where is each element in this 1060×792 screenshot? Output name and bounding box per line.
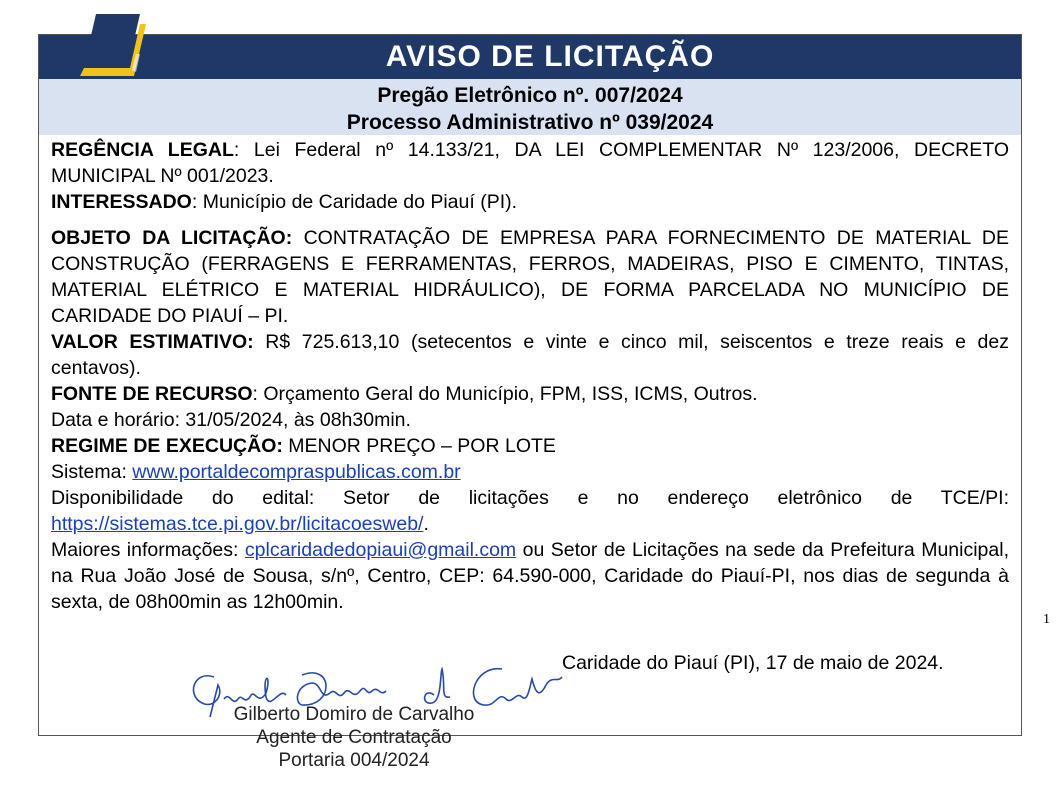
notice-title: AVISO DE LICITAÇÃO [385, 40, 715, 73]
sistema-paragraph [51, 459, 1009, 485]
page-number: 1 [1043, 612, 1050, 627]
info-paragraph [51, 537, 1009, 615]
edital-paragraph [51, 485, 1009, 537]
info-text: ou Setor de Licitações na sede da Prefeitura Municipal, na Rua João José de Sousa, s/nº, Centro, CEP: 64.590-000, Caridade do Piauí-PI, nos dias de segunda à sexta, de 08h00min as 12h00min. [51, 539, 1009, 613]
interessado-paragraph [51, 189, 1009, 215]
valor-text: R$ 725.613,10 (setecentos e vinte e cinco mil, seiscentos e treze reais e dez centavos). [51, 331, 1009, 379]
interessado-label: INTERESSADO [51, 191, 192, 213]
notice-content [51, 137, 1009, 615]
processo-number: Processo Administrativo nº 039/2024 [346, 111, 714, 134]
dateline: Caridade do Piauí (PI), 17 de maio de 2024. [562, 652, 944, 674]
title-bar [39, 35, 1021, 79]
regime-paragraph [51, 433, 1009, 459]
pregao-number: Pregão Eletrônico nº. 007/2024 [377, 84, 683, 107]
regime-text: MENOR PREÇO – POR LOTE [282, 435, 556, 457]
data-paragraph: Data e horário: 31/05/2024, às 08h30min. [51, 409, 411, 431]
signer-role: Agente de Contratação [256, 727, 452, 748]
edital-suffix: . [423, 513, 429, 535]
valor-paragraph [51, 329, 1009, 381]
signer-name: Gilberto Domiro de Carvalho [233, 704, 475, 725]
regencia-label: REGÊNCIA LEGAL [51, 139, 234, 161]
edital-link[interactable]: https://sistemas.tce.pi.gov.br/licitacoesweb/ [51, 513, 424, 535]
info-email-link[interactable]: cplcaridadedopiaui@gmail.com [244, 539, 517, 561]
fonte-label: FONTE DE RECURSO [51, 383, 253, 405]
municipal-logo-icon [74, 10, 154, 80]
sistema-link[interactable]: www.portaldecompraspublicas.com.br [132, 461, 461, 483]
fonte-paragraph [51, 381, 1009, 407]
interessado-text: : Município de Caridade do Piauí (PI). [191, 191, 518, 213]
subtitle-bar [39, 79, 1021, 135]
signer-portaria: Portaria 004/2024 [278, 750, 430, 771]
fonte-text: : Orçamento Geral do Município, FPM, ISS, ICMS, Outros. [252, 383, 758, 405]
valor-label: VALOR ESTIMATIVO: [51, 331, 254, 353]
signer-block [189, 703, 519, 772]
objeto-label: OBJETO DA LICITAÇÃO: [51, 227, 293, 249]
notice-box [38, 34, 1022, 771]
objeto-paragraph [51, 225, 1009, 329]
sistema-prefix: Sistema: [51, 461, 133, 483]
edital-text: Disponibilidade do edital: Setor de licitações e no endereço eletrônico de TCE/PI: [51, 487, 1009, 509]
regencia-paragraph [51, 137, 1009, 189]
objeto-text: CONTRATAÇÃO DE EMPRESA PARA FORNECIMENTO DE MATERIAL DE CONSTRUÇÃO (FERRAGENS E FERRAMENTAS, FERROS, MADEIRAS, PISO E CIMENTO, TINTAS, MATERIAL ELÉTRICO E MATERIAL HIDRÁULICO), DE FORMA PARCELADA NO MUNICÍPIO DE CARIDADE DO PIAUÍ – PI. [51, 227, 1009, 327]
info-prefix: Maiores informações: [51, 539, 245, 561]
regencia-text: : Lei Federal nº 14.133/21, DA LEI COMPLEMENTAR Nº 123/2006, DECRETO MUNICIPAL Nº 001/2023. [51, 139, 1009, 187]
regime-label: REGIME DE EXECUÇÃO: [51, 435, 283, 457]
